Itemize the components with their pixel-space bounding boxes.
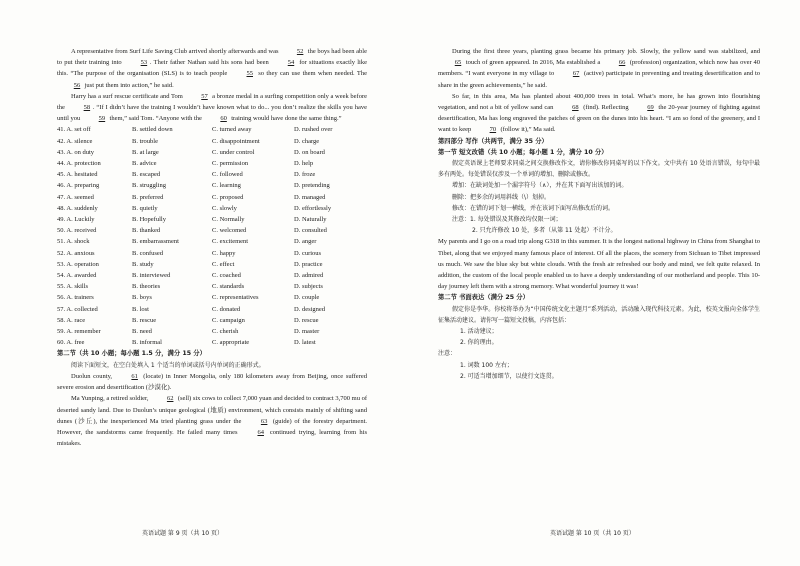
option-row (57, 203, 367, 214)
rule-add: 增加：在缺词处加一个漏字符号（∧），并在其下面写出该加的词。 (452, 182, 628, 190)
requirement-1: 1. 词数 100 左右； (460, 361, 513, 369)
item-2: 2. 你的理由。 (460, 339, 498, 347)
option-row (57, 315, 367, 326)
passage-paragraph: A representative from Surf Life Saving Club arrived shortly afterwards and was 52 the boys had been able to put their training into 53 . Their father Nathan said his sons had been 54 for situations exactly like this. “The purpose of the organisation (SLS) is to teach people 55 so they can use them when needed. The 56 just put them into action,” he said. (57, 46, 367, 91)
option-cell: B. advice (132, 160, 157, 168)
option-cell: B. preferred (132, 193, 164, 201)
option-cell: C. slowly (212, 204, 237, 212)
option-row (57, 225, 367, 236)
section2-heading: 第二节（共 10 小题；每小题 1.5 分，满分 15 分） (57, 350, 206, 358)
option-cell: 57. A. collected (57, 305, 98, 313)
item-1: 1. 活动建议； (460, 328, 498, 336)
option-cell: D. Naturally (294, 216, 327, 224)
option-cell: 51. A. shock (57, 238, 90, 246)
option-cell: 52. A. anxious (57, 249, 95, 257)
option-cell: 42. A. silence (57, 137, 93, 145)
option-row (57, 147, 367, 158)
passage-paragraph: Harry has a surf rescue certificate and Tom 57 a bronze medal in a surfing competition only a week before the 58 . “If I didn’t have the training I wouldn’t have known what to do... you don’t realize the skills you have until you 59 them,” said Tom. “Anyone with the 60 training would have done the same thing.” (57, 91, 367, 125)
option-row (57, 124, 367, 135)
passage-paragraph: During the first three years, planting grass became his primary job. Slowly, the yellow sand was stabilized, and 65 touch of green appeared. In 2016, Ma established a 66 (profession) organization, which now has over 40 members. “I want everyone in my village to 67 (active) participate in preventing and treating desertification and to share in the green achievements,” he said. (438, 48, 761, 89)
option-cell: 56. A. trainers (57, 294, 94, 302)
option-cell: 41. A. set off (57, 126, 91, 134)
option-cell: C. turned away (212, 126, 252, 134)
option-row (57, 248, 367, 259)
part4-heading: 第四部分 写作（共两节，满分 35 分） (438, 137, 548, 145)
blank-57: 57 (201, 92, 208, 100)
passage-paragraph: Ma Yunping, a retired soldier, 62 (sell) six cows to collect 7,000 yuan and decided to contract 3,700 mu of deserted sandy land. Due to Duolun’s unique geological (地质) environment, which consists mainly of shifting sand dunes (沙丘), the inexperienced Ma tried planting grass under the 63 (guide) of the forestry department. However, the sandstorms came frequently. He failed many times 64 continued trying, learning from his mistakes. (57, 395, 368, 448)
blank-60: 60 (220, 115, 227, 123)
blank-63: 63 (260, 417, 268, 425)
option-cell: D. managed (294, 193, 326, 201)
rule-delete: 删除：把多余的词用斜线（\）划掉。 (452, 193, 551, 201)
option-cell: B. interviewed (132, 272, 171, 280)
option-cell: B. lost (132, 305, 149, 313)
option-cell: 60. A. free (57, 339, 85, 347)
option-cell: D. practice (294, 260, 323, 268)
option-cell: D. help (294, 160, 314, 168)
option-cell: B. Hopefully (132, 216, 166, 224)
option-row (57, 304, 367, 315)
option-cell: 45. A. hesitated (57, 171, 98, 179)
option-cell: C. donated (212, 305, 241, 313)
option-row (57, 214, 367, 225)
option-cell: D. effortlessly (294, 204, 332, 212)
option-row (57, 337, 367, 348)
section2-writing-heading: 第二节 书面表达（满分 25 分） (438, 294, 529, 302)
option-row (57, 259, 367, 270)
option-cell: B. at large (132, 148, 159, 156)
option-cell: C. coached (212, 272, 241, 280)
option-row (57, 180, 367, 191)
left-column (57, 46, 367, 449)
page-footer: 英语试题 第 10 页（共 10 页） (550, 530, 635, 537)
section1-instructions: 假定英语课上老师要求同桌之间交换修改作文，请你修改你同桌写的以下作文。文中共有 10 处语言错误，每句中最多有两处。每处错误仅涉及一个单词的增加、删除或修改。 (438, 160, 760, 179)
blank-67: 67 (572, 70, 580, 78)
option-cell: B. escaped (132, 171, 161, 179)
option-row (57, 326, 367, 337)
section1-heading: 第一节 短文改错（共 10 小题；每小题 1 分，满分 10 分） (438, 148, 608, 156)
option-cell: B. boys (132, 294, 152, 302)
option-row (57, 292, 367, 303)
option-cell: B. theories (132, 283, 161, 291)
blank-70: 70 (489, 126, 497, 134)
option-cell: 53. A. operation (57, 260, 99, 268)
option-cell: 59. A. remember (57, 328, 101, 336)
option-cell: D. charge (294, 137, 320, 145)
essay-text: My parents and I go on a road trip along G318 in this summer. It is the longest national highway in China from Shanghai to Tibet, along that we enjoyed many famous place of interest. Of all the places, the scenery from Sichuan to Tibet impressed us much. We saw the blue sky but white clouds. With the fresh air refreshed our body and mind, we felt quite relaxed. In addition, the custom of the local people enabled us to have a deeply understanding of our motherland and people. This 10-day journey left them with a strong memory. What wonderful journey it was! (438, 238, 760, 291)
note-2: 2. 只允许修改 10 处，多者（从第 11 处起）不计分。 (472, 227, 617, 235)
right-column (438, 46, 760, 382)
option-cell: 49. A. Luckily (57, 216, 95, 224)
option-cell: B. rescue (132, 316, 157, 324)
option-cell: D. curious (294, 249, 322, 257)
option-cell: C. campaign (212, 316, 245, 324)
blank-56: 56 (73, 81, 81, 89)
blank-68: 68 (572, 104, 579, 112)
blank-53: 53 (140, 59, 148, 67)
option-cell: 47. A. seemed (57, 193, 94, 201)
option-cell: C. happy (212, 249, 236, 257)
blank-64: 64 (257, 428, 264, 436)
option-cell: B. settled down (132, 126, 173, 134)
passage-paragraph: So far, in this area, Ma has planted about 400,000 trees in total. What’s more, he has grown into flourishing vegetation, and not a bit of yellow sand can 68 (find). Reflecting 69 the 20-year journey of fighting against desertification, Ma has long engraved the patches of green on the dunes into his heart. “I am so fond of the greenery, and I want to keep 70 (follow it),” Ma said. (438, 91, 760, 136)
option-cell: D. couple (294, 294, 320, 302)
option-cell: B. confused (132, 249, 164, 257)
option-cell: C. welcomed (212, 227, 247, 235)
option-row (57, 281, 367, 292)
passage-paragraph: Duolun county, 61 (locate) in Inner Mongolia, only 180 kilometers away from Beijing, once suffered severe erosion and desertification (沙漠化). (57, 372, 367, 392)
section2-instructions: 阅读下面短文，在空白处填入 1 个适当的单词或括号内单词的正确形式。 (71, 361, 265, 369)
rule-modify: 修改：在错的词下划一横线，并在该词下面写出修改后的词。 (452, 204, 615, 212)
option-cell: D. froze (294, 171, 316, 179)
option-cell: B. informal (132, 339, 162, 347)
option-row (57, 169, 367, 180)
option-cell: D. latest (294, 339, 316, 347)
option-cell: D. master (294, 328, 320, 336)
option-cell: B. quietly (132, 204, 158, 212)
option-row (57, 236, 367, 247)
option-cell: 46. A. preparing (57, 182, 100, 190)
option-cell: C. disappointment (212, 137, 260, 145)
option-cell: C. excitement (212, 238, 249, 246)
option-cell: 44. A. protection (57, 160, 101, 168)
blank-62: 62 (166, 395, 174, 403)
option-cell: D. admired (294, 272, 324, 280)
option-cell: C. cherish (212, 328, 239, 336)
page-footer: 英语试题 第 9 页（共 10 页） (142, 530, 223, 537)
option-cell: 58. A. race (57, 316, 86, 324)
blank-59: 59 (98, 115, 106, 123)
option-cell: B. trouble (132, 137, 158, 145)
right-page (400, 0, 800, 566)
option-cell: 55. A. skills (57, 283, 89, 291)
blank-65: 65 (454, 59, 462, 67)
option-cell: C. learning (212, 182, 241, 190)
blank-55: 55 (246, 70, 253, 78)
option-cell: 48. A. suddenly (57, 204, 98, 212)
option-cell: D. rushed over (294, 126, 333, 134)
blank-58: 58 (83, 104, 91, 112)
option-cell: D. pretending (294, 182, 330, 190)
option-cell: C. appropriate (212, 339, 250, 347)
note-label: 注意： (438, 350, 457, 358)
option-cell: C. representatives (212, 294, 259, 302)
option-cell: B. embarrassment (132, 238, 179, 246)
option-cell: D. subjects (294, 283, 323, 291)
option-cell: D. anger (294, 238, 317, 246)
option-cell: C. Normally (212, 216, 245, 224)
option-cell: C. under control (212, 148, 255, 156)
requirement-2: 2. 可适当增加细节，以使行文连贯。 (460, 372, 558, 380)
option-cell: B. struggling (132, 182, 166, 190)
option-row (57, 158, 367, 169)
options-table (57, 124, 367, 348)
option-cell: C. permission (212, 160, 249, 168)
option-cell: C. effect (212, 260, 235, 268)
option-cell: C. standards (212, 283, 245, 291)
option-row (57, 270, 367, 281)
option-row (57, 136, 367, 147)
option-cell: C. proposed (212, 193, 244, 201)
option-cell: D. designed (294, 305, 326, 313)
option-cell: 43. A. on duty (57, 148, 95, 156)
option-cell: C. followed (212, 171, 243, 179)
blank-69: 69 (647, 104, 654, 112)
option-cell: D. rescue (294, 316, 319, 324)
option-cell: D. on board (294, 148, 325, 156)
note-1: 注意：1. 每处错误及其修改均仅限一词； (452, 216, 562, 224)
option-row (57, 192, 367, 203)
option-cell: B. thanked (132, 227, 161, 235)
blank-52: 52 (296, 48, 304, 55)
option-cell: D. consulted (294, 227, 327, 235)
blank-66: 66 (618, 59, 626, 67)
option-cell: B. need (132, 328, 152, 336)
option-cell: 54. A. awarded (57, 272, 97, 280)
section2-writing-instructions: 假定你是李华。你校将举办为“中国传统文化主题月”系列活动，活动融入现代科技元素。为此，校英文报向全体学生征集活动建议。请你写一篇短文投稿，内容包括： (438, 305, 760, 324)
option-cell: B. study (132, 260, 154, 268)
blank-61: 61 (131, 372, 138, 380)
blank-54: 54 (287, 59, 295, 67)
option-cell: 50. A. received (57, 227, 97, 235)
